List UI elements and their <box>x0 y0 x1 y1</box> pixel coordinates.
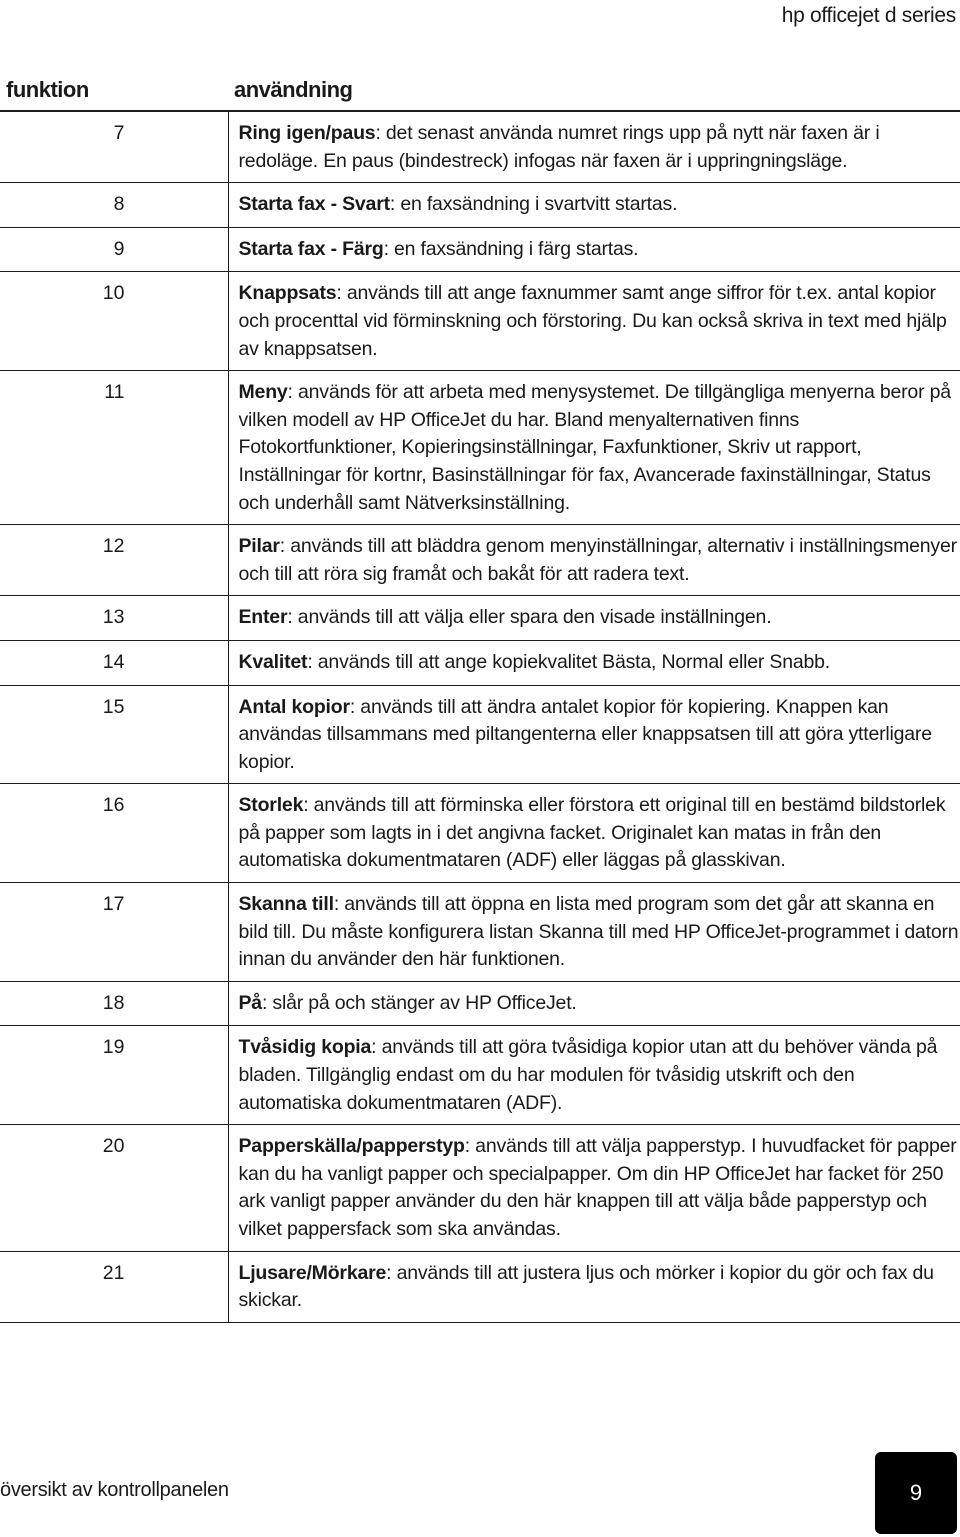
function-term: Meny <box>238 381 288 404</box>
table-row <box>0 685 960 784</box>
footer-section-title: översikt av kontrollpanelen <box>0 1479 229 1501</box>
column-header-function: funktion <box>0 66 228 111</box>
function-text: : används för att arbeta med menysystemet. De tillgängliga menyerna beror på vilken modell av HP OfficeJet du har. Bland menyalternativen finns Fotokortfunktioner, Kopieringsinställningar, Faxfunktioner, Skriv ut rapport, Inställningar för kortnr, Basinställningar för fax, Avancerade faxinställningar, Status och underhåll samt Nätverksinställning. <box>238 381 951 514</box>
function-term: Starta fax - Färg <box>238 237 384 260</box>
table-row <box>0 883 960 982</box>
function-number: 21 <box>0 1251 228 1322</box>
function-text: : används till att välja eller spara den visade inställningen. <box>287 606 772 629</box>
table-row <box>0 525 960 596</box>
function-description <box>228 981 960 1026</box>
function-number: 11 <box>0 371 228 525</box>
function-term: Papperskälla/papperstyp <box>238 1135 465 1158</box>
table-row <box>0 640 960 685</box>
function-term: Tvåsidig kopia <box>238 1036 372 1059</box>
function-term: Skanna till <box>238 893 334 916</box>
function-number: 12 <box>0 525 228 596</box>
function-term: Storlek <box>238 794 304 817</box>
function-description <box>228 227 960 272</box>
function-text: : används till att göra tvåsidiga kopior utan att du behöver vända på bladen. Tillgänglig endast om du har modulen för tvåsidig utskrift och den automatiska dokumentmataren (ADF). <box>238 1036 938 1114</box>
function-number: 19 <box>0 1026 228 1125</box>
function-description <box>228 640 960 685</box>
function-description <box>228 525 960 596</box>
function-text: : används till att bläddra genom menyinställningar, alternativ i inställningsmenyer och till att röra sig framåt och bakåt för att radera text. <box>238 535 957 585</box>
function-number: 7 <box>0 111 228 183</box>
function-description <box>228 883 960 982</box>
function-description <box>228 685 960 784</box>
table-row <box>0 111 960 183</box>
function-number: 17 <box>0 883 228 982</box>
function-number: 18 <box>0 981 228 1026</box>
page-number: 9 <box>909 1480 923 1505</box>
table-row <box>0 1251 960 1322</box>
function-number: 14 <box>0 640 228 685</box>
table-header-row <box>0 66 960 111</box>
function-text: : en faxsändning i svartvitt startas. <box>389 193 678 216</box>
function-description <box>228 1125 960 1251</box>
function-text: : en faxsändning i färg startas. <box>383 237 639 260</box>
table-row <box>0 272 960 371</box>
function-description <box>228 596 960 641</box>
function-description <box>228 371 960 525</box>
function-text: : används till att justera ljus och mörker i kopior du gör och fax du skickar. <box>238 1261 934 1312</box>
table-row <box>0 227 960 272</box>
function-text: : det senast använda numret rings upp på nytt när faxen är i redoläge. En paus (bindestreck) infogas när faxen är i uppringningsläge. <box>238 122 880 172</box>
function-number: 10 <box>0 272 228 371</box>
function-term: Pilar <box>238 535 280 558</box>
function-text: : används till att öppna en lista med program som det går att skanna en bild till. Du måste konfigurera listan Skanna till med HP OfficeJet-programmet i datorn innan du använder den här funktionen. <box>238 893 959 971</box>
function-number: 8 <box>0 183 228 228</box>
function-term: Ljusare/Mörkare <box>238 1261 387 1284</box>
function-description <box>228 1026 960 1125</box>
function-text: : används till att välja papperstyp. I huvudfacket för papper kan du ha vanligt papper och specialpapper. Om din HP OfficeJet har facket för 250 ark vanligt papper använder du den här knappen till att välja både papperstyp och vilket pappersfack som ska användas. <box>238 1135 957 1240</box>
function-term: Starta fax - Svart <box>238 193 390 216</box>
function-text: : används till att ange faxnummer samt ange siffror för t.ex. antal kopior och procenttal vid förminskning och förstoring. Du kan också skriva in text med hjälp av knappsatsen. <box>238 282 947 360</box>
function-description <box>228 272 960 371</box>
function-table <box>0 66 960 1323</box>
function-description <box>228 111 960 183</box>
table-row <box>0 1125 960 1251</box>
function-text: : används till att ändra antalet kopior för kopiering. Knappen kan användas tillsammans med piltangenterna eller knappsatsen till att göra ytterligare kopior. <box>238 695 932 773</box>
function-term: Ring igen/paus <box>238 122 376 144</box>
function-number: 15 <box>0 685 228 784</box>
table-row <box>0 1026 960 1125</box>
function-term: Enter <box>238 606 288 629</box>
function-term: Antal kopior <box>238 695 350 718</box>
function-term: Knappsats <box>238 282 337 305</box>
function-description <box>228 1251 960 1322</box>
function-text: : används till att förminska eller förstora ett original till en bestämd bildstorlek på papper som lagts in i det angivna facket. Originalet kan matas in från den automatiska dokumentmataren (ADF) eller läggas på glasskivan. <box>238 794 946 872</box>
table-row <box>0 596 960 641</box>
running-header: hp officejet d series <box>781 4 956 27</box>
function-text: : slår på och stänger av HP OfficeJet. <box>261 991 577 1014</box>
table-row <box>0 784 960 883</box>
function-description <box>228 183 960 228</box>
function-number: 13 <box>0 596 228 641</box>
function-number: 16 <box>0 784 228 883</box>
function-text: : används till att ange kopiekvalitet Bästa, Normal eller Snabb. <box>307 650 831 673</box>
function-number: 9 <box>0 227 228 272</box>
table-row <box>0 371 960 525</box>
column-header-usage: användning <box>228 66 960 111</box>
control-panel-table <box>0 66 960 1323</box>
page-number-box <box>875 1452 957 1534</box>
table-row <box>0 981 960 1026</box>
table-row <box>0 183 960 228</box>
function-number: 20 <box>0 1125 228 1251</box>
function-description <box>228 784 960 883</box>
function-term: På <box>238 991 262 1014</box>
function-term: Kvalitet <box>238 650 308 673</box>
